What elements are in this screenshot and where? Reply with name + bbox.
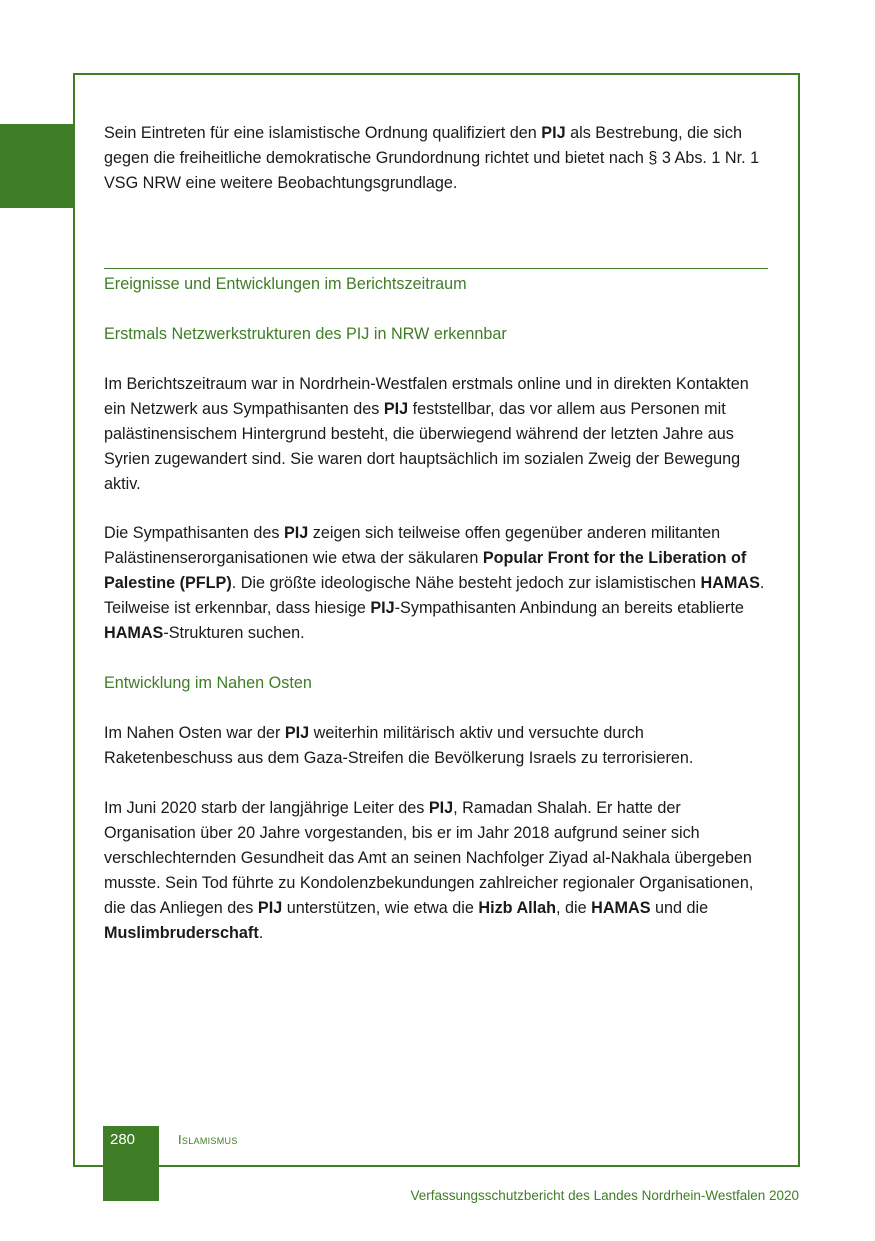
bold-term: PIJ: [257, 899, 283, 917]
side-tab-marker: [0, 124, 74, 208]
bold-term: PIJ: [283, 524, 309, 542]
paragraph-leadership: [104, 796, 768, 946]
bold-term: PIJ: [284, 724, 310, 742]
text-run: feststellbar, das vor allem aus Personen mit palästinensischem Hintergrund besteht, die überwiegend während der letzten Jahre aus Syrien zugewandert sind. Sie waren dort hauptsächlich im sozialen Zweig der Bewegung aktiv.: [104, 400, 741, 493]
text-run: . Teilweise ist erkennbar, dass hiesige: [104, 574, 765, 617]
bold-term: PIJ: [541, 124, 566, 142]
bold-term: Popular Front for the Liberation of Palestine (PFLP): [104, 549, 747, 592]
subheading-middle-east: Entwicklung im Nahen Osten: [104, 674, 312, 692]
text-run: weiterhin militärisch aktiv und versuchte durch Raketenbeschuss aus dem Gaza-Streifen die Bevölkerung Israels zu terrorisieren.: [104, 724, 694, 767]
bold-term: PIJ: [428, 799, 454, 817]
text-run: Sein Eintreten für eine islamistische Ordnung qualifiziert den: [104, 124, 542, 142]
text-run: . Die größte ideologische Nähe besteht jedoch zur islamistischen: [231, 574, 701, 592]
intro-paragraph: [104, 121, 768, 196]
text-run: Im Juni 2020 starb der langjährige Leiter des: [104, 799, 429, 817]
paragraph-network: [104, 372, 768, 497]
bold-term: PIJ: [370, 599, 395, 617]
bold-term: HAMAS: [700, 574, 760, 592]
text-run: .: [258, 924, 264, 942]
bold-term: PIJ: [383, 400, 409, 418]
text-run: unterstützen, wie etwa die: [282, 899, 479, 917]
text-run: -Strukturen suchen.: [163, 624, 305, 642]
section-heading: Ereignisse und Entwicklungen im Berichtszeitraum: [104, 275, 467, 293]
text-run: , Ramadan Shalah. Er hatte der Organisation über 20 Jahre vorgestanden, bis er im Jahr 2018 aufgrund seiner sich verschlechternden Gesundheit das Amt an seinen Nachfolger Ziyad al-Nakhala übergeben musste. Sein Tod führte zu Kondolenzbekundungen zahlreicher regionaler Organisationen, die das Anliegen des: [104, 799, 754, 917]
text-run: und die: [650, 899, 709, 917]
text-run: Die Sympathisanten des: [104, 524, 284, 542]
footer-publication-title: Verfassungsschutzbericht des Landes Nordrhein-Westfalen 2020: [410, 1188, 799, 1203]
bold-term: Hizb Allah: [478, 899, 557, 917]
text-run: als Bestrebung, die sich gegen die freiheitliche demokratische Grundordnung richtet und bietet nach § 3 Abs. 1 Nr. 1 VSG NRW eine weitere Beobachtungsgrundlage.: [104, 124, 760, 192]
section-divider: [104, 268, 768, 269]
text-run: Im Berichtszeitraum war in Nordrhein-Westfalen erstmals online und in direkten Kontakten ein Netzwerk aus Sympathisanten des: [104, 375, 749, 418]
text-run: Im Nahen Osten war der: [104, 724, 285, 742]
page-number: 280: [110, 1131, 136, 1148]
paragraph-middle-east: [104, 721, 768, 771]
text-run: zeigen sich teilweise offen gegenüber anderen militanten Palästinenserorganisationen wie etwa der säkularen: [104, 524, 721, 567]
bold-term: HAMAS: [104, 624, 164, 642]
bold-term: HAMAS: [591, 899, 651, 917]
running-header-section: Islamismus: [178, 1132, 238, 1147]
paragraph-sympathisers: [104, 521, 768, 646]
text-run: , die: [556, 899, 592, 917]
bold-term: Muslimbruderschaft: [104, 924, 259, 942]
text-run: -Sympathisanten Anbindung an bereits etablierte: [394, 599, 744, 617]
subheading-network: Erstmals Netzwerkstrukturen des PIJ in NRW erkennbar: [104, 325, 507, 343]
